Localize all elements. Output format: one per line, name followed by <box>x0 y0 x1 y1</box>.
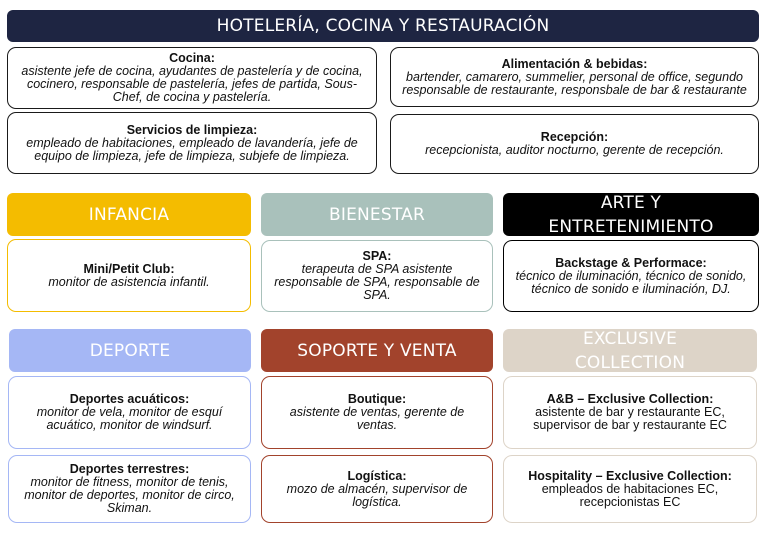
backstage-title: Backstage & Performace: <box>555 255 707 270</box>
backstage-desc: técnico de iluminación, técnico de sonido, técnico de sonido e iluminación, DJ. <box>515 268 747 296</box>
cocina-box <box>7 47 377 109</box>
hospitality-exclusive-title: Hospitality – Exclusive Collection: <box>528 468 732 483</box>
ab-exclusive-title: A&B – Exclusive Collection: <box>546 392 714 406</box>
arte-box <box>503 240 759 312</box>
boutique-box <box>261 376 493 449</box>
ab-exclusive-desc: asistente de bar y restaurante EC, supervisor de bar y restaurante EC <box>533 405 727 432</box>
recepcion-title: Recepción: <box>540 130 609 144</box>
boutique-title: Boutique: <box>347 392 407 406</box>
logistica-title: Logística: <box>347 468 407 483</box>
mini-club-title: Mini/Petit Club: <box>83 261 175 276</box>
terrestres-title: Deportes terrestres: <box>69 462 190 476</box>
recepcion-desc: recepcionista, auditor nocturno, gerente de recepción. <box>425 143 724 157</box>
limpieza-box <box>7 112 377 174</box>
hoteleria-header: HOTELERÍA, COCINA Y RESTAURACIÓN <box>7 10 759 42</box>
spa-title: SPA: <box>362 249 392 263</box>
cocina-title: Cocina: <box>169 51 215 65</box>
exclusive-header: EXCLUSIVE COLLECTION <box>503 329 757 372</box>
limpieza-title: Servicios de limpieza: <box>126 122 258 137</box>
acuaticos-title: Deportes acuáticos: <box>69 392 190 406</box>
bienestar-box <box>261 240 493 312</box>
terrestres-box <box>8 455 251 523</box>
arte-header: ARTE Y ENTRETENIMIENTO <box>503 193 759 236</box>
recepcion-box <box>390 114 759 174</box>
alimentacion-title: Alimentación & bebidas: <box>501 56 648 71</box>
terrestres-desc: monitor de fitness, monitor de tenis, monitor de deportes, monitor de circo, Skiman. <box>24 475 235 515</box>
hospitality-exclusive-desc: empleados de habitaciones EC, recepcionistas EC <box>541 481 719 509</box>
deporte-header: DEPORTE <box>9 329 251 372</box>
spa-desc: terapeuta de SPA asistente responsable de SPA, responsable de SPA. <box>274 262 480 302</box>
soporte-header: SOPORTE Y VENTA <box>261 329 493 372</box>
alimentacion-desc: bartender, camarero, summelier, personal de office, segundo responsable de restaurante, responsbale de bar & restaurante <box>402 69 747 97</box>
hospitality-exclusive-box <box>503 455 757 523</box>
cocina-desc: asistente jefe de cocina, ayudantes de pastelería y de cocina, cocinero, responsable de pastelería, jefes de partida, Sous-Chef, de cocina y pastelería. <box>21 64 363 104</box>
infancia-box <box>7 239 251 312</box>
ab-exclusive-box <box>503 376 757 449</box>
infancia-header: INFANCIA <box>7 193 251 236</box>
mini-club-desc: monitor de asistencia infantil. <box>48 274 210 289</box>
boutique-desc: asistente de ventas, gerente de ventas. <box>289 405 465 432</box>
alimentacion-box <box>390 47 759 107</box>
limpieza-desc: empleado de habitaciones, empleado de lavandería, jefe de equipo de limpieza, jefe de limpieza, subjefe de limpieza. <box>26 135 358 163</box>
bienestar-header: BIENESTAR <box>261 193 493 236</box>
logistica-box <box>261 455 493 523</box>
acuaticos-desc: monitor de vela, monitor de esquí acuático, monitor de windsurf. <box>36 405 223 432</box>
acuaticos-box <box>8 376 251 449</box>
logistica-desc: mozo de almacén, supervisor de logística. <box>286 481 468 509</box>
